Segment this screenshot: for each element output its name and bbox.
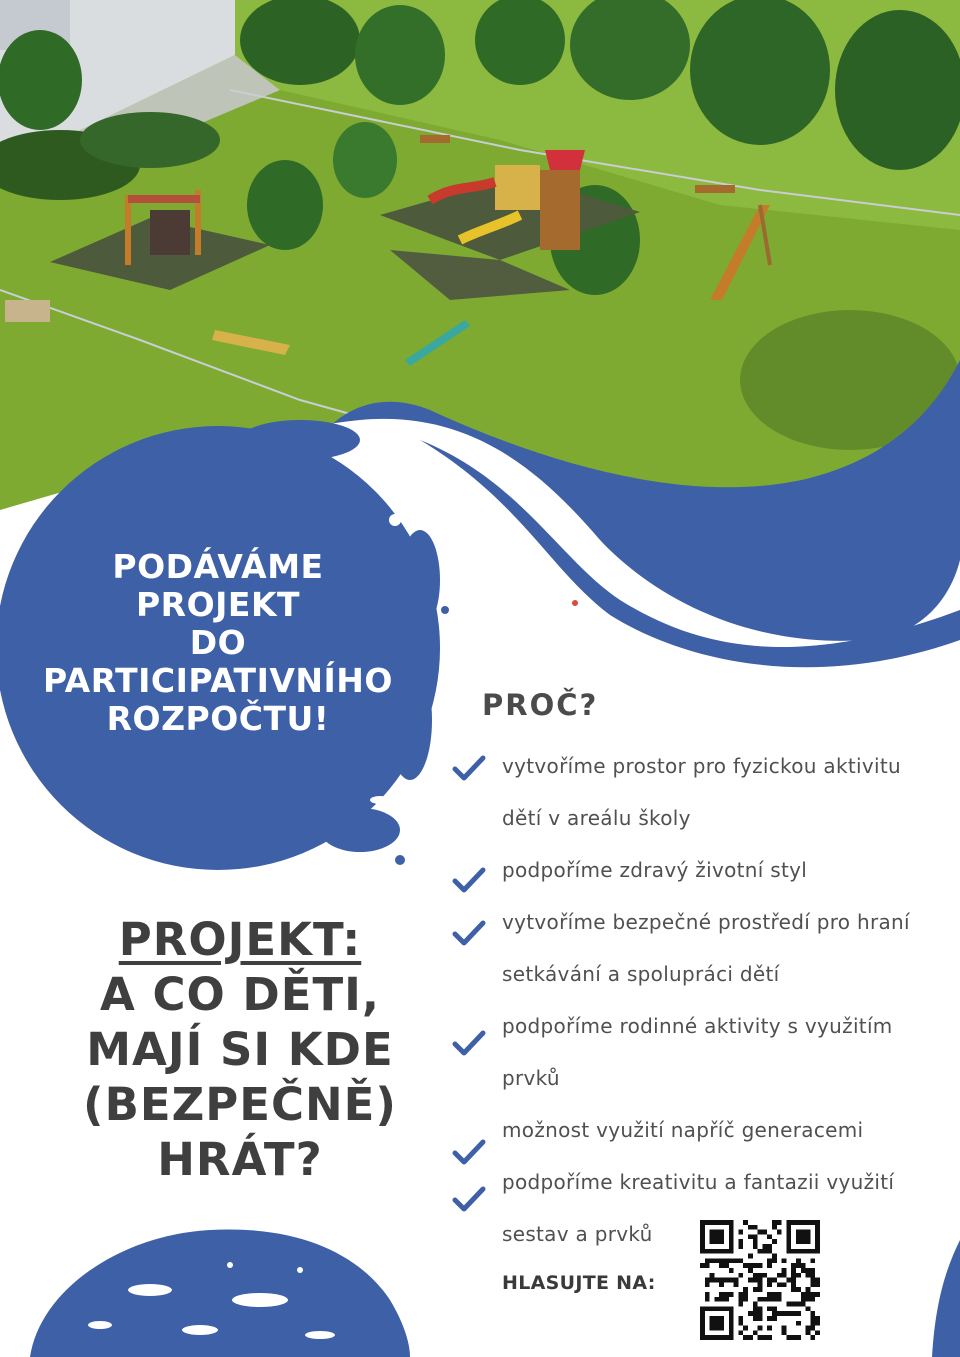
checkmark-icon bbox=[452, 1139, 486, 1167]
headline-line: PODÁVÁME bbox=[112, 547, 324, 586]
project-title-line: HRÁT? bbox=[157, 1133, 323, 1186]
checkmark-icon bbox=[452, 920, 486, 948]
headline bbox=[8, 548, 428, 738]
project-title-line: A CO DĚTI, bbox=[99, 968, 381, 1021]
reason-text: možnost využití napříč generacemi bbox=[502, 1118, 864, 1142]
checkmark-icon bbox=[452, 1030, 486, 1058]
project-label: PROJEKT: bbox=[118, 913, 362, 966]
project-title-line: (BEZPEČNĚ) bbox=[83, 1078, 397, 1131]
why-title: PROČ? bbox=[482, 688, 599, 722]
headline-line: PARTICIPATIVNÍHO bbox=[43, 661, 393, 700]
reason-text: podpoříme zdravý životní styl bbox=[502, 858, 808, 882]
vote-label: HLASUJTE NA: bbox=[502, 1272, 656, 1294]
project-title bbox=[40, 912, 440, 1187]
reason-text: vytvoříme bezpečné prostředí pro hraní setkávání a spolupráci dětí bbox=[502, 910, 910, 986]
headline-line: ROZPOČTU! bbox=[106, 699, 330, 738]
reason-text: vytvoříme prostor pro fyzickou aktivitu dětí v areálu školy bbox=[502, 754, 901, 830]
reason-text: podpoříme kreativitu a fantazii využití sestav a prvků bbox=[502, 1170, 895, 1246]
reason-text: podpoříme rodinné aktivity s využitím prvků bbox=[502, 1014, 893, 1090]
checkmark-icon bbox=[452, 1186, 486, 1214]
headline-line: DO bbox=[189, 623, 247, 662]
headline-line: PROJEKT bbox=[135, 585, 301, 624]
checkmark-icon bbox=[452, 867, 486, 895]
checkmark-icon bbox=[452, 755, 486, 783]
qr-code[interactable] bbox=[700, 1220, 820, 1340]
project-title-line: MAJÍ SI KDE bbox=[86, 1023, 394, 1076]
